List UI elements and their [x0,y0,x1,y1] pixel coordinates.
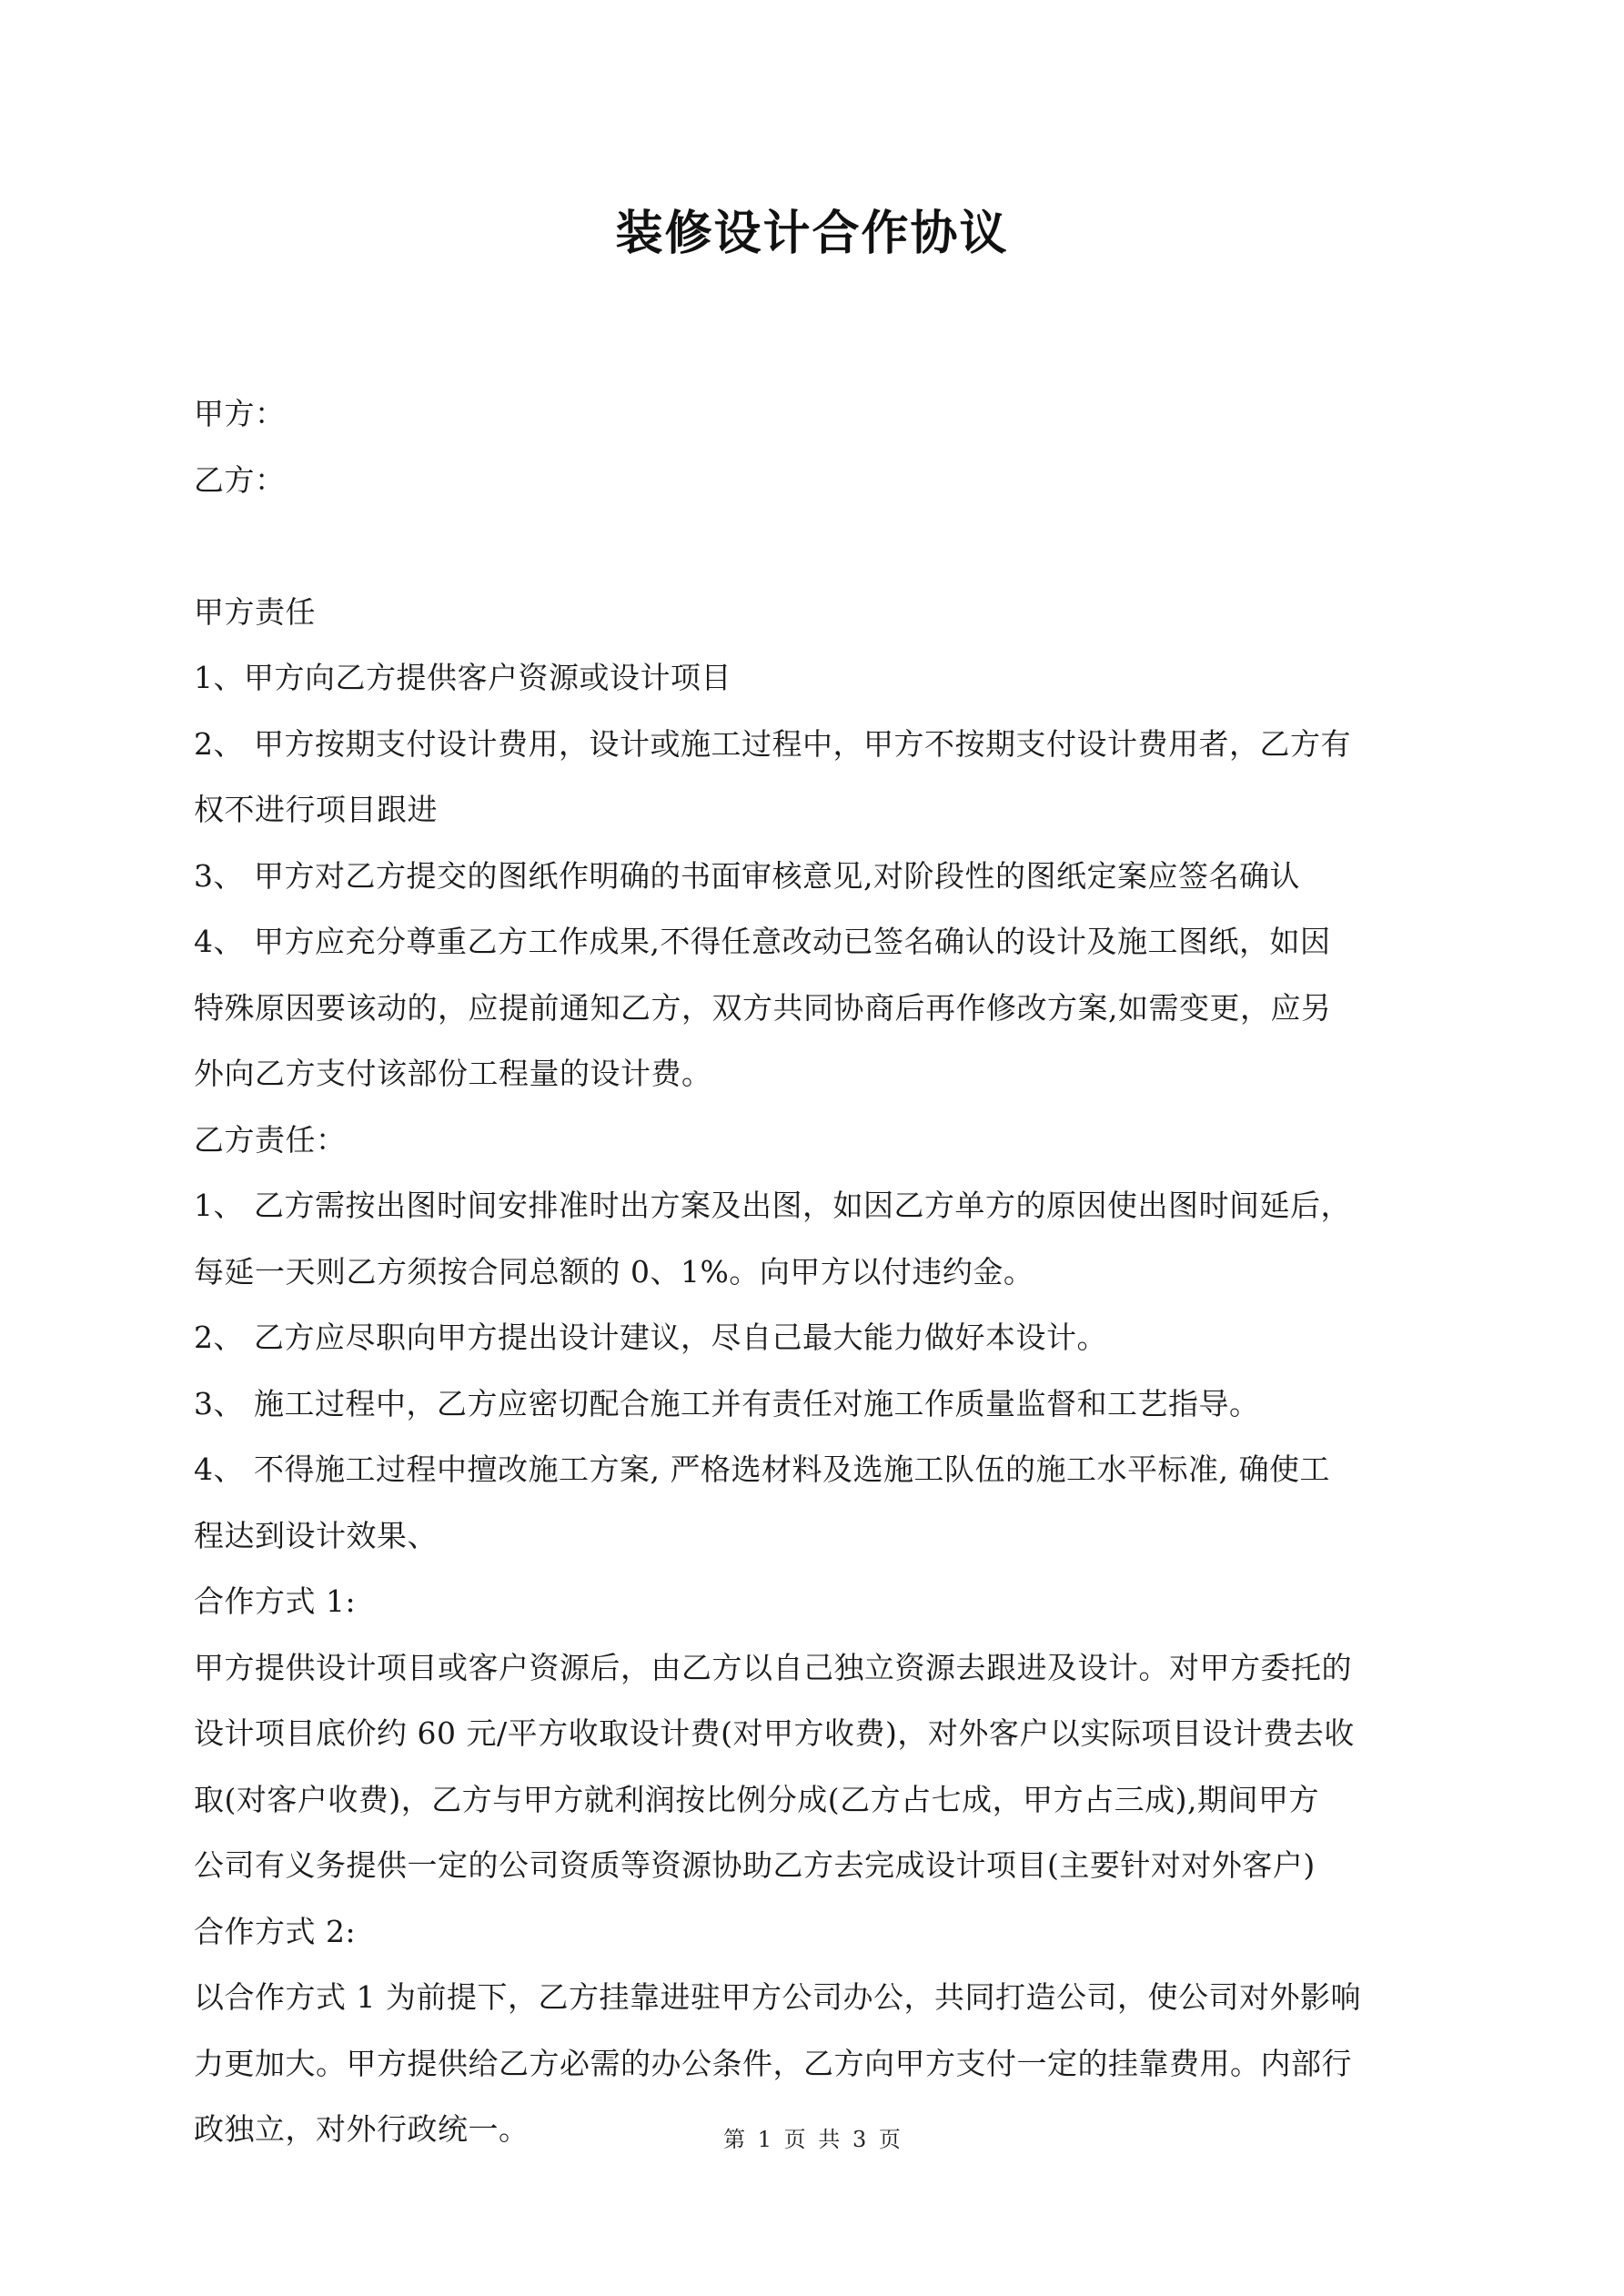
body-line: 程达到设计效果、 [194,1517,438,1553]
body-line: 3、 施工过程中，乙方应密切配合施工并有责任对施工作质量监督和工艺指导。 [194,1385,1260,1421]
body-line: 以合作方式 1 为前提下，乙方挂靠进驻甲方公司办公，共同打造公司，使公司对外影响 [194,1979,1361,2015]
body-line: 1、 乙方需按出图时间安排准时出方案及出图，如因乙方单方的原因使出图时间延后， [194,1188,1351,1223]
body-line: 2、 甲方按期支付设计费用，设计或施工过程中，甲方不按期支付设计费用者，乙方有 [194,725,1351,762]
party-a-label: 甲方： [194,396,286,431]
body-line: 4、 不得施工过程中擅改施工方案, 严格选材料及选施工队伍的施工水平标准, 确使工 [194,1451,1330,1487]
body-line: 设计项目底价约 60 元/平方收取设计费(对甲方收费)，对外客户以实际项目设计费去收 [194,1715,1355,1751]
body-line: 3、 甲方对乙方提交的图纸作明确的书面审核意见,对阶段性的图纸定案应签名确认 [194,857,1300,894]
body-line: 政独立，对外行政统一。 [194,2111,530,2147]
section-heading-cooperation-2: 合作方式 2: [194,1913,357,1949]
section-heading-party-b: 乙方责任： [194,1121,347,1158]
body-line: 特殊原因要该动的，应提前通知乙方，双方共同协商后再作修改方案,如需变更，应另 [194,989,1332,1026]
section-heading-cooperation-1: 合作方式 1: [194,1583,357,1619]
body-line: 甲方提供设计项目或客户资源后，由乙方以自己独立资源去跟进及设计。对甲方委托的 [194,1649,1352,1685]
page-footer: 第 1 页 共 3 页 [723,2127,901,2152]
blank-spacer [194,513,1449,580]
body-line: 取(对客户收费)，乙方与甲方就利润按比例分成(乙方占七成，甲方占三成),期间甲方 [194,1781,1319,1817]
body-line: 2、 乙方应尽职向甲方提出设计建议，尽自己最大能力做好本设计。 [194,1320,1107,1355]
document-body [194,381,1449,2163]
body-line: 每延一天则乙方须按合同总额的 0、1%。向甲方以付违约金。 [194,1253,1034,1290]
body-line: 外向乙方支付该部份工程量的设计费。 [194,1056,712,1091]
body-line: 4、 甲方应充分尊重乙方工作成果,不得任意改动已签名确认的设计及施工图纸，如因 [194,924,1331,959]
body-line: 1、甲方向乙方提供客户资源或设计项目 [194,660,731,695]
body-line: 力更加大。甲方提供给乙方必需的办公条件，乙方向甲方支付一定的挂靠费用。内部行 [194,2045,1352,2081]
section-heading-party-a: 甲方责任 [194,593,316,630]
document-title: 装修设计合作协议 [615,207,1009,261]
body-line: 公司有义务提供一定的公司资质等资源协助乙方去完成设计项目(主要针对对外客户) [194,1847,1316,1883]
party-b-label: 乙方： [194,461,286,498]
body-line: 权不进行项目跟进 [194,792,438,827]
